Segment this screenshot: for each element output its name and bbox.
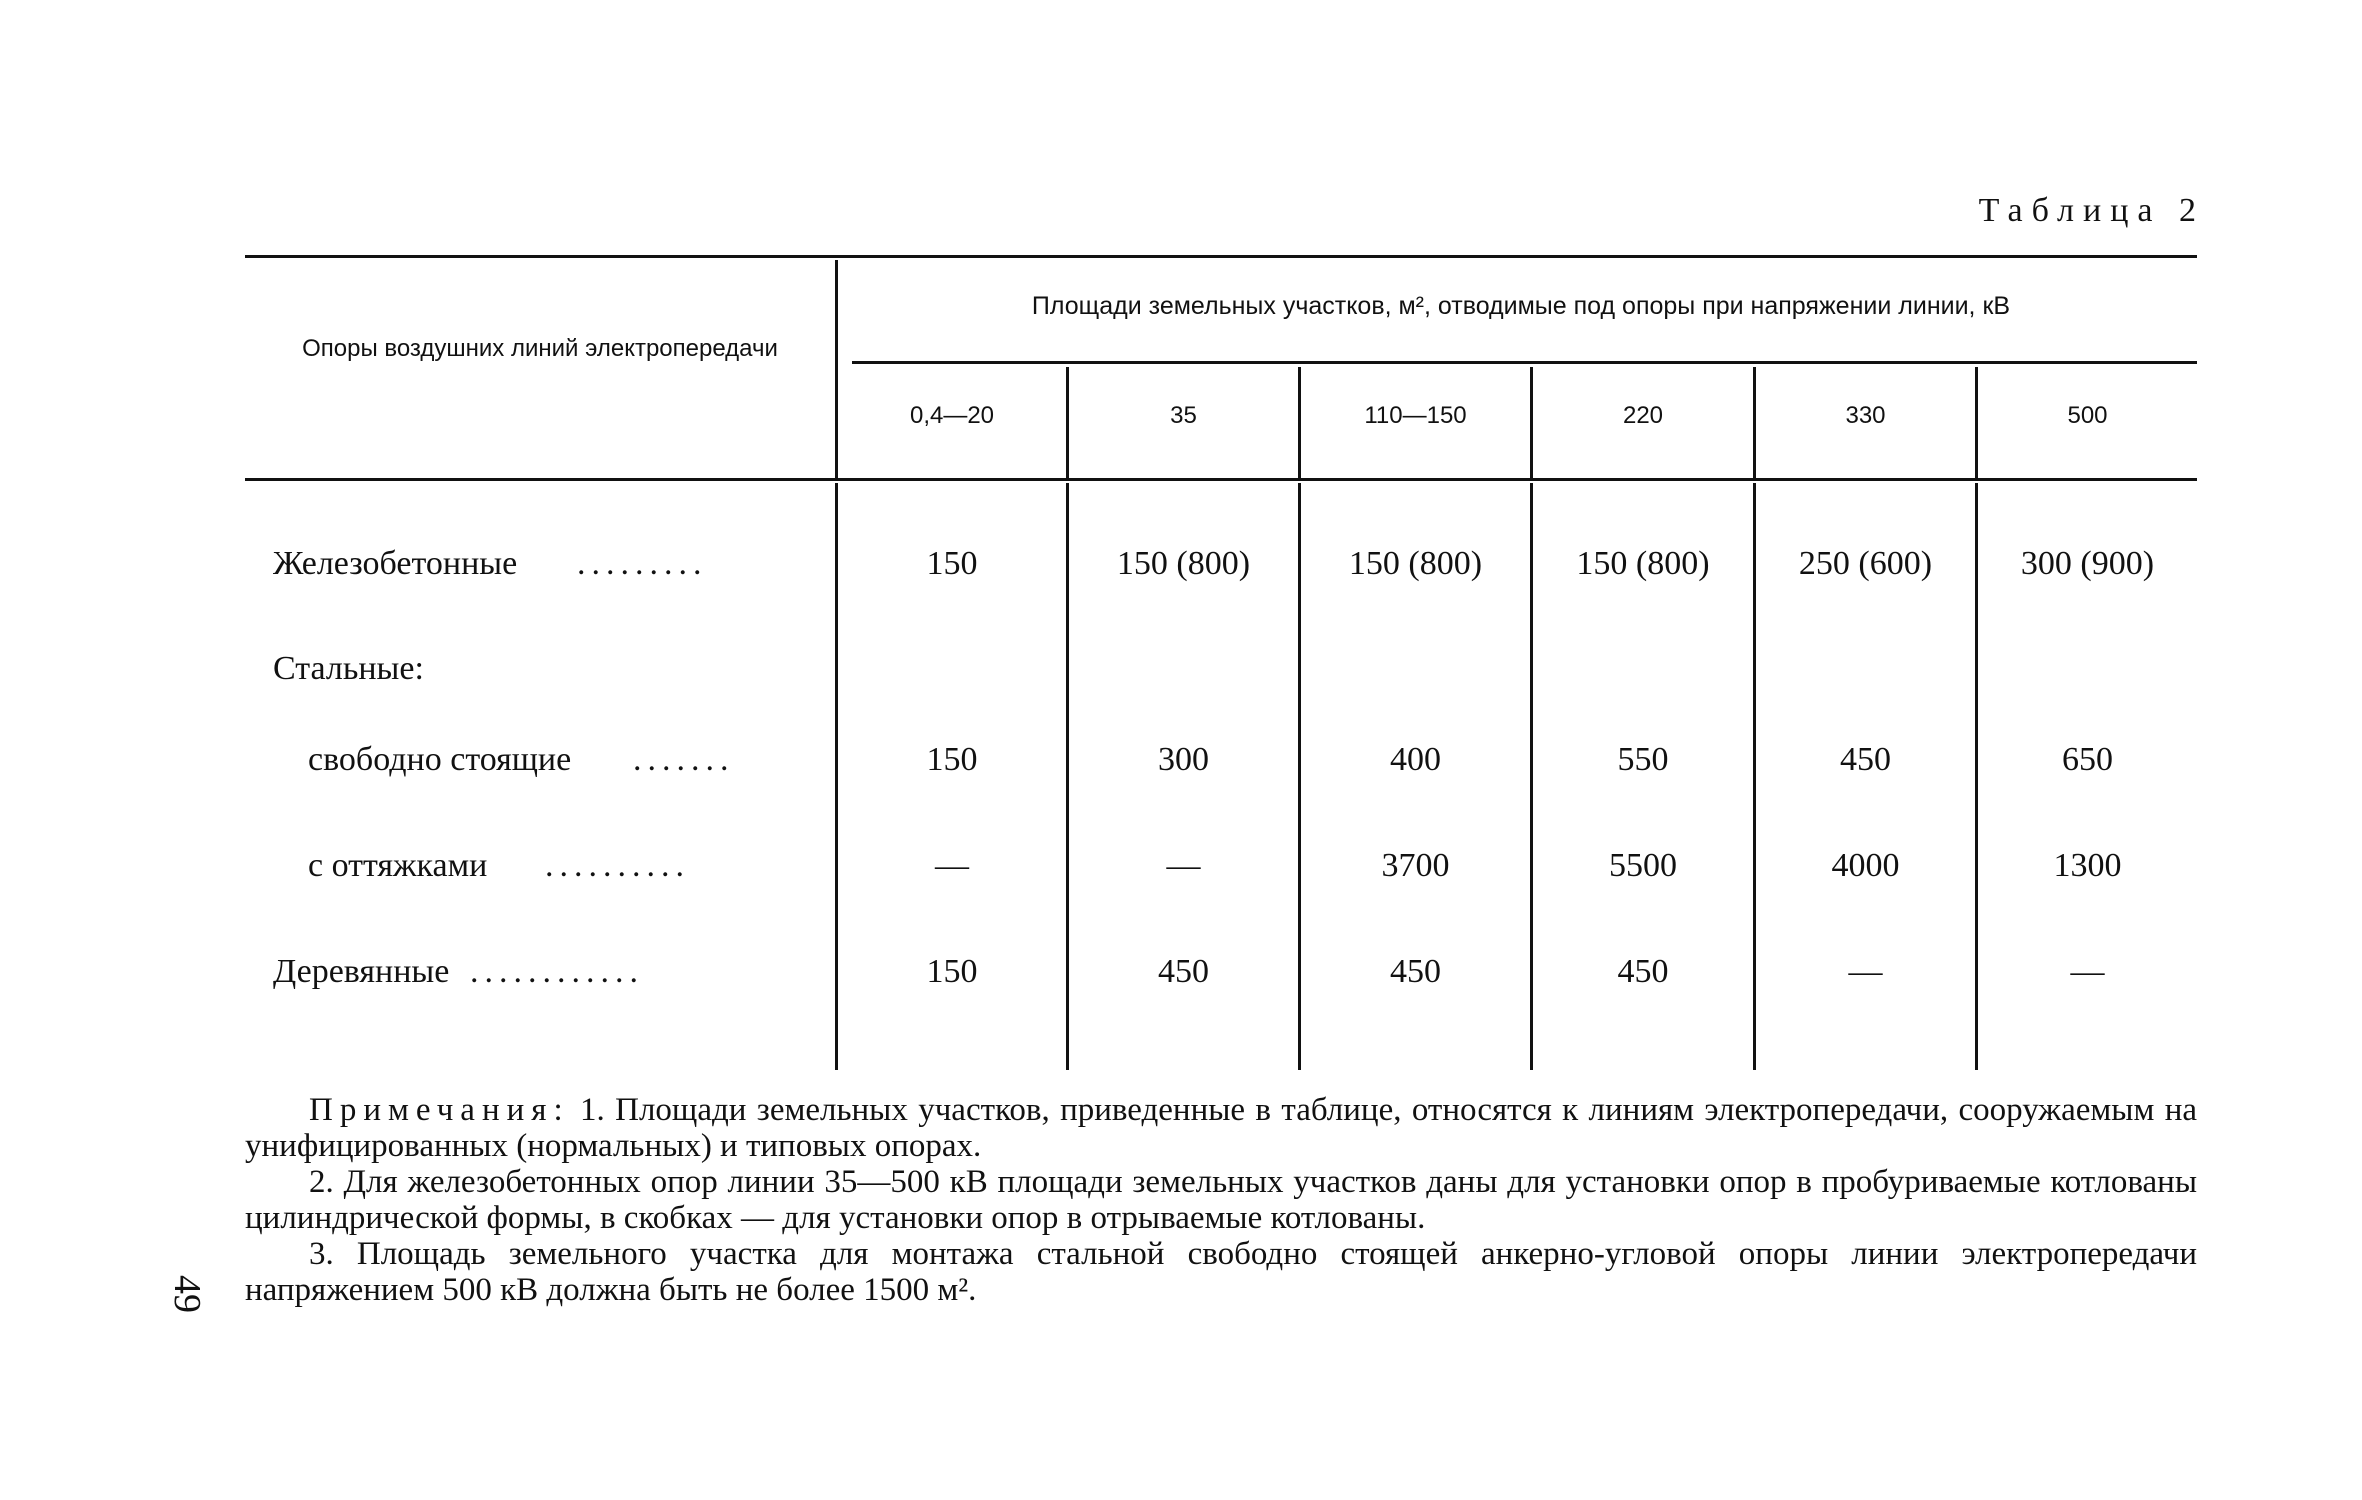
table-cell: 450 (1617, 953, 1669, 990)
table-cell: 300 (900) (2020, 545, 2155, 582)
table-notes (245, 1092, 2197, 1308)
table-cell: 400 (1390, 741, 1441, 778)
header-group-rule (852, 361, 2197, 364)
table-cell: 1300 (2053, 847, 2122, 884)
voltage-header: 0,4—20 (909, 402, 995, 429)
table-cell: 450 (1158, 953, 1209, 990)
note-text: 1. Площади земельных участков, приведенные в таблице, относятся к линиям электропередачи, сооружаемым на унифицированных (нормальных) и типовых опорах. (245, 1092, 2198, 1164)
row-label: свободно стоящие (308, 741, 572, 778)
header-bottom-rule (245, 478, 2197, 481)
table-cell: 3700 (1381, 847, 1450, 884)
note-paragraph (245, 1092, 2197, 1164)
row-group-label: Стальные: (273, 650, 424, 687)
voltage-header: 35 (1170, 402, 1197, 429)
page-number: 49 (166, 1275, 208, 1313)
voltage-header: 220 (1622, 402, 1664, 429)
note-paragraph: 2. Для железобетонных опор линии 35—500 кВ площади земельных участков даны для установки опор в пробуриваемые котлованы цилиндрической формы, в скобках — для установки опор в отрываемые котлованы. (245, 1164, 2197, 1236)
row-label: Железобетонные (273, 545, 518, 582)
dot-leader: .......... (545, 847, 690, 884)
table-cell: — (1848, 953, 1883, 990)
data-table (245, 255, 2197, 1070)
table-cell: 450 (1390, 953, 1441, 990)
row-label: Деревянные (273, 953, 450, 990)
table-cell: 4000 (1831, 847, 1900, 884)
table-cell: — (935, 847, 969, 884)
notes-lead: Примечания: (309, 1092, 570, 1128)
table-cell: — (2070, 953, 2105, 990)
dot-leader: ....... (633, 741, 735, 778)
table-cell: 250 (600) (1798, 545, 1933, 582)
row-header-label: Опоры воздушних линий электропередачи (302, 335, 778, 362)
dot-leader: ......... (577, 545, 708, 582)
table-cell: 150 (926, 741, 978, 778)
table-top-rule (245, 255, 2197, 258)
table-cell: 150 (926, 545, 978, 582)
row-label: с оттяжками (308, 847, 488, 884)
voltage-header: 330 (1845, 402, 1886, 429)
column-group-header: Площади земельных участков, м², отводимые под опоры при напряжении линии, кВ (1031, 292, 2011, 320)
table-cell: 150 (800) (1348, 545, 1483, 582)
note-paragraph: 3. Площадь земельного участка для монтажа стальной свободно стоящей анкерно-угловой опоры линии электропередачи напряжением 500 кВ должна быть не более 1500 м². (245, 1236, 2197, 1308)
table-cell: 550 (1617, 741, 1669, 778)
table-cell: 300 (1158, 741, 1209, 778)
dot-leader: ............ (470, 953, 644, 990)
table-cell: 150 (926, 953, 978, 990)
table-caption: Таблица 2 (1978, 192, 2205, 229)
table-cell: — (1166, 847, 1201, 884)
table-cell: 450 (1840, 741, 1891, 778)
table-cell: 150 (800) (1116, 545, 1251, 582)
column-divider (835, 260, 838, 478)
table-cell: 150 (800) (1576, 545, 1710, 582)
voltage-header: 500 (2067, 402, 2108, 429)
table-cell: 5500 (1609, 847, 1677, 884)
voltage-header: 110—150 (1364, 402, 1467, 429)
table-cell: 650 (2062, 741, 2113, 778)
